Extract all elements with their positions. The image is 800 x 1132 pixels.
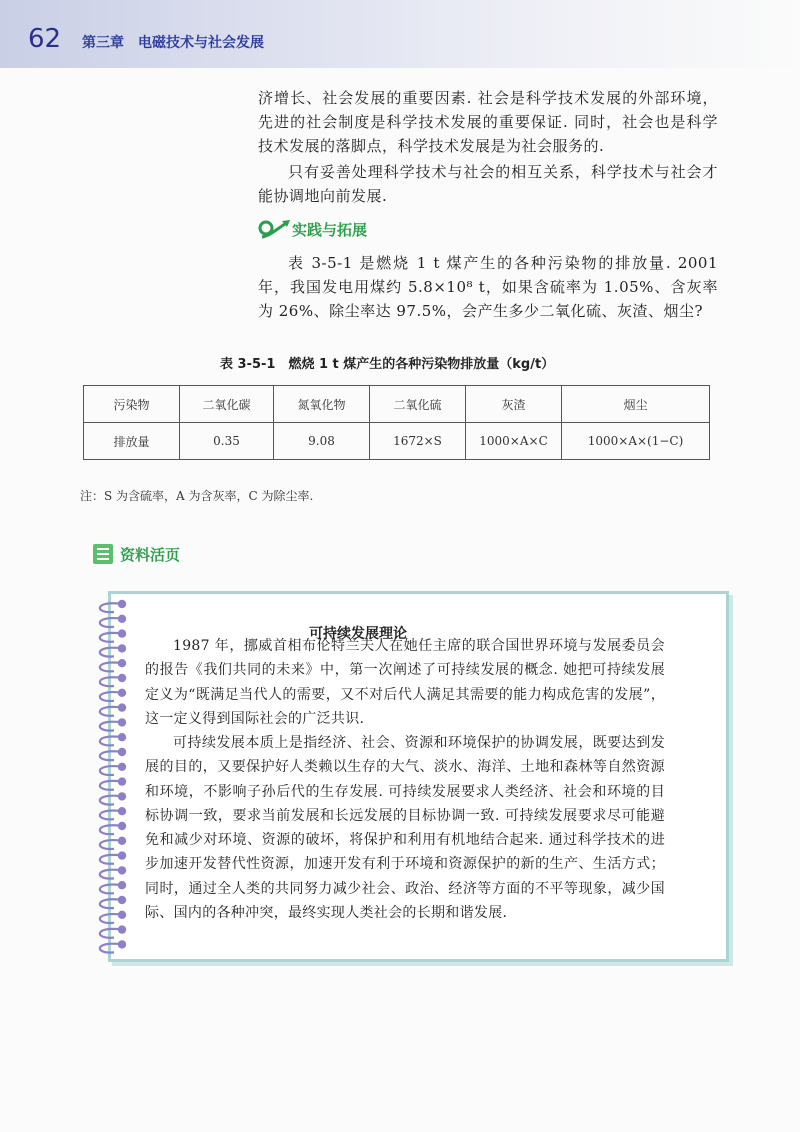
table-header-cell: 烟尘 bbox=[562, 386, 710, 423]
spiral-hole bbox=[118, 733, 126, 741]
resource-heading-label: 资料活页 bbox=[120, 545, 181, 564]
spiral-binding bbox=[92, 598, 132, 958]
practice-heading bbox=[258, 218, 367, 240]
spiral-hole bbox=[118, 896, 126, 904]
spiral-hole bbox=[118, 644, 126, 652]
practice-text: 表 3-5-1 是燃烧 1 t 煤产生的各种污染物的排放量. 2001 年，我国发电用煤约 5.8×10⁸ t，如果含硫率为 1.05%、含灰率为 26%、除尘率达 97.5%，会产生多少二氧化硫、灰渣、烟尘? bbox=[258, 254, 718, 320]
spiral-hole bbox=[118, 792, 126, 800]
spiral-hole bbox=[118, 777, 126, 785]
spiral-hole bbox=[118, 674, 126, 682]
spiral-hole bbox=[118, 689, 126, 697]
table-cell: 9.08 bbox=[274, 423, 370, 460]
table-header-cell: 污染物 bbox=[84, 386, 180, 423]
table-row bbox=[84, 423, 710, 460]
spiral-hole bbox=[118, 881, 126, 889]
page-number: 62 bbox=[28, 24, 62, 54]
resource-book-icon bbox=[92, 543, 114, 565]
spiral-hole bbox=[118, 718, 126, 726]
table-note: 注：S 为含硫率，A 为含灰率，C 为除尘率. bbox=[80, 489, 314, 503]
table-cell: 1000×A×C bbox=[466, 423, 562, 460]
chapter-title: 第三章 电磁技术与社会发展 bbox=[82, 35, 264, 51]
spiral-hole bbox=[118, 925, 126, 933]
spiral-hole bbox=[118, 940, 126, 948]
spiral-hole bbox=[118, 851, 126, 859]
table-cell: 1000×A×(1−C) bbox=[562, 423, 710, 460]
table-cell: 0.35 bbox=[180, 423, 274, 460]
spiral-hole bbox=[118, 763, 126, 771]
pollutant-table bbox=[83, 385, 710, 460]
practice-heading-label: 实践与拓展 bbox=[292, 220, 368, 239]
spiral-hole bbox=[118, 615, 126, 623]
table-header-cell: 氮氧化物 bbox=[274, 386, 370, 423]
practice-arrow-icon bbox=[258, 218, 292, 240]
spiral-hole bbox=[118, 911, 126, 919]
spiral-hole bbox=[118, 807, 126, 815]
body-paragraph-2: 只有妥善处理科学技术与社会的相互关系，科学技术与社会才能协调地向前发展. bbox=[258, 163, 718, 205]
spiral-hole bbox=[118, 837, 126, 845]
table-header-row bbox=[84, 386, 710, 423]
resource-paragraph-1: 1987 年，挪威首相布伦特兰夫人在她任主席的联合国世界环境与发展委员会的报告《我们共同的未来》中，第一次阐述了可持续发展的概念. 她把可持续发展定义为“既满足当代人的需要，又不对后代人满足其需要的能力构成危害的发展”，这一定义得到国际社会的广泛共识. bbox=[145, 638, 665, 727]
spiral-hole bbox=[118, 748, 126, 756]
table-caption: 表 3-5-1 燃烧 1 t 煤产生的各种污染物排放量（kg/t） bbox=[220, 357, 555, 372]
table-cell: 排放量 bbox=[84, 423, 180, 460]
spiral-hole bbox=[118, 600, 126, 608]
spiral-hole bbox=[118, 659, 126, 667]
spiral-hole bbox=[118, 703, 126, 711]
spiral-hole bbox=[118, 822, 126, 830]
resource-heading bbox=[92, 543, 180, 565]
body-paragraph-1: 济增长、社会发展的重要因素. 社会是科学技术发展的外部环境，先进的社会制度是科学技术发展的重要保证. 同时，社会也是科学技术发展的落脚点，科学技术发展是为社会服务的. bbox=[258, 89, 718, 155]
resource-title: 可持续发展理论 bbox=[309, 626, 407, 642]
table-header-cell: 灰渣 bbox=[466, 386, 562, 423]
table-header-cell: 二氧化硫 bbox=[370, 386, 466, 423]
resource-paragraph-2: 可持续发展本质上是指经济、社会、资源和环境保护的协调发展，既要达到发展的目的，又要保护好人类赖以生存的大气、淡水、海洋、土地和森林等自然资源和环境，不影响子孙后代的生存发展. 可持续发展要求人类经济、社会和环境的目标协调一致，要求当前发展和长远发展的目标协调一致. 可持续发展要求尽可能避免和减少对环境、资源的破坏，将保护和利用有机地结合起来. 通过科学技术的进步加速开发替代性资源，加速开发有利于环境和资源保护的新的生产、生活方式；同时，通过全人类的共同努力减少社会、政治、经济等方面的不平等现象，减少国际、国内的各种冲突，最终实现人类社会的长期和谐发展. bbox=[145, 735, 665, 922]
spiral-hole bbox=[118, 866, 126, 874]
table-header-cell: 二氧化碳 bbox=[180, 386, 274, 423]
table-cell: 1672×S bbox=[370, 423, 466, 460]
